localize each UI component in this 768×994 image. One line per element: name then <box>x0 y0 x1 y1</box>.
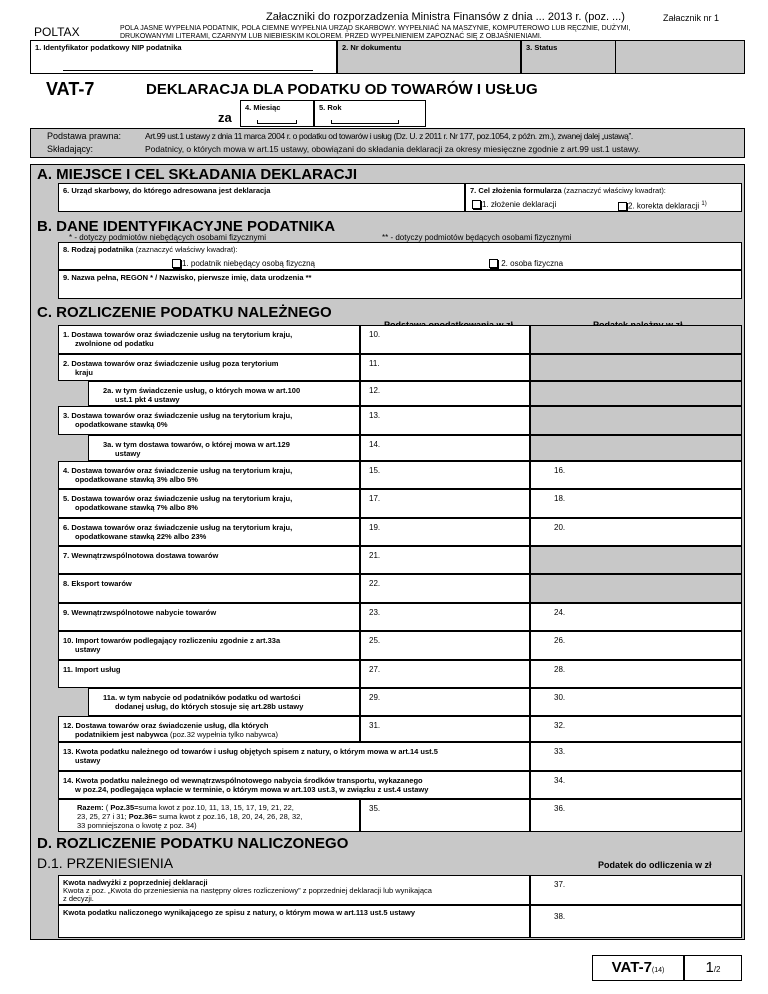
section-b-title: B. DANE IDENTYFIKACYJNE PODATNIKA <box>37 218 336 235</box>
field-17[interactable] <box>360 489 530 518</box>
field-20[interactable] <box>530 518 742 546</box>
option-non-natural-label: 1. podatnik niebędący osobą fizyczną <box>182 259 315 268</box>
row-desc-line-2 <box>75 503 198 512</box>
field-number: 24. <box>554 608 566 617</box>
field-number: 22. <box>369 579 381 588</box>
row-desc-line-1: 9. Wewnątrzwspólnotowe nabycie towarów <box>63 608 217 617</box>
row-desc <box>58 461 360 489</box>
status-field <box>521 40 616 74</box>
sum-desc <box>58 799 360 832</box>
checkbox-icon <box>172 259 181 268</box>
field-number: 29. <box>369 693 381 702</box>
option-non-natural[interactable] <box>172 259 315 268</box>
field-number: 18. <box>554 494 566 503</box>
footer-page-total: /2 <box>713 965 721 974</box>
option-natural[interactable] <box>489 259 563 268</box>
row-desc <box>88 688 360 716</box>
filers-label: Składający: <box>47 144 94 154</box>
footer-version: (14) <box>651 967 665 974</box>
row-desc <box>58 406 360 435</box>
taxpayer-type-label-text: 8. Rodzaj podatnika <box>63 245 134 254</box>
row-desc-line-2-text: opodatkowane stawką 22% albo 23% <box>75 532 207 541</box>
field-15[interactable] <box>360 461 530 489</box>
field-27[interactable] <box>360 660 530 688</box>
nip-label: 1. Identyfikator podatkowy NIP podatnika <box>35 43 182 52</box>
field-number: 17. <box>369 494 381 503</box>
field-number: 15. <box>369 466 381 475</box>
note-legal-entities: * - dotyczy podmiotów niebędących osobami fizycznymi <box>69 233 266 242</box>
footer-page-number: 1 <box>705 959 714 976</box>
row-desc <box>88 435 360 461</box>
row-desc-line-2-text: podatnikiem jest nabywca <box>75 730 168 739</box>
sum-line-2b: suma kwot z poz.16, 18, 20, 24, 26, 28, 32, <box>156 812 303 821</box>
taxpayer-type-field <box>58 242 742 270</box>
row-desc-note: (poz.32 wypełnia tylko nabywca) <box>167 730 279 739</box>
field-13[interactable] <box>360 406 530 435</box>
footnote-1: 1) <box>701 201 707 207</box>
doc-number-label: 2. Nr dokumentu <box>342 43 402 52</box>
year-label: 5. Rok <box>319 103 342 112</box>
row-desc-line-1: 3. Dostawa towarów oraz świadczenie usług na terytorium kraju, <box>63 411 293 420</box>
field-32[interactable] <box>530 716 742 742</box>
section-a-title: A. MIEJSCE I CEL SKŁADANIA DEKLARACJI <box>37 166 358 183</box>
sum-poz36: Poz.36= <box>128 812 157 821</box>
field-35-number: 35. <box>369 804 381 813</box>
option-submission-label: 1. złożenie deklaracji <box>482 200 557 209</box>
field-16[interactable] <box>530 461 742 489</box>
field-33[interactable] <box>530 742 742 771</box>
footer-code: VAT-7 <box>611 959 652 976</box>
za-label: za <box>218 110 232 125</box>
row-13-desc <box>58 742 530 771</box>
row-37-line-2: z decyzji. <box>63 894 94 903</box>
field-29[interactable] <box>360 688 530 716</box>
field-blank <box>530 325 742 354</box>
brand: POLTAX <box>34 25 80 39</box>
row-desc <box>58 716 360 742</box>
field-10[interactable] <box>360 325 530 354</box>
checkbox-icon <box>472 200 481 209</box>
field-28[interactable] <box>530 660 742 688</box>
field-number: 28. <box>554 665 566 674</box>
row-desc-line-2-text: ust.1 pkt 4 ustawy <box>115 395 180 404</box>
month-ticks <box>257 120 297 124</box>
section-d-title: D. ROZLICZENIE PODATKU NALICZONEGO <box>37 835 349 852</box>
purpose-label <box>470 186 666 195</box>
field-number: 11. <box>369 359 380 368</box>
purpose-label-text: 7. Cel złożenia formularza <box>470 186 562 195</box>
row-37-desc <box>58 875 530 905</box>
row-desc-line-2 <box>115 449 140 458</box>
row-desc <box>58 325 360 354</box>
filers-text: Podatnicy, o których mowa w art.15 ustawy, obowiązani do składania deklaracji za okresy miesięczne zgodnie z art.99 ust.1 ustawy. <box>145 144 641 154</box>
name-field[interactable] <box>58 270 742 299</box>
row-38-desc <box>58 905 530 938</box>
field-34-number: 34. <box>554 776 566 785</box>
row-desc-line-2 <box>75 645 100 654</box>
field-36-number: 36. <box>554 804 566 813</box>
field-blank <box>530 435 742 461</box>
field-blank <box>530 406 742 435</box>
row-desc-line-1: 10. Import towarów podlegający rozliczeniu zgodnie z art.33a <box>63 636 281 645</box>
section-d1-title: D.1. PRZENIESIENIA <box>37 855 174 871</box>
attachment-label: Załacznik nr 1 <box>663 13 720 23</box>
row-desc-line-1: 2. Dostawa towarów oraz świadczenie usług poza terytorium <box>63 359 279 368</box>
field-number: 13. <box>369 411 381 420</box>
field-35[interactable] <box>360 799 530 832</box>
sum-line-3: 33 pomniejszona o kwotę z poz. 34) <box>77 821 197 830</box>
row-desc-line-2-text: opodatkowane stawką 0% <box>75 420 168 429</box>
field-37[interactable] <box>530 875 742 905</box>
option-natural-label: 2. osoba fizyczna <box>501 259 564 268</box>
option-submission[interactable] <box>472 200 556 209</box>
row-desc-line-2 <box>75 339 154 348</box>
field-blank <box>530 546 742 574</box>
sum-paren: ( <box>103 803 111 812</box>
row-desc-line-2-text: ustawy <box>115 449 141 458</box>
field-number: 10. <box>369 330 381 339</box>
instruction-line-2: DRUKOWANYMI LITERAMI, CZARNYM LUB NIEBIESKIM KOLOREM. PRZED WYPEŁNIENIEM ZAPOZNAĆ SIĘ Z OBJAŚNIENIAMI. <box>120 33 542 40</box>
field-25[interactable] <box>360 631 530 660</box>
row-desc-line-1: 8. Eksport towarów <box>63 579 132 588</box>
row-desc-line-1: 4. Dostawa towarów oraz świadczenie usług na terytorium kraju, <box>63 466 293 475</box>
row-desc <box>58 660 360 688</box>
row-desc <box>88 381 360 406</box>
field-number: 12. <box>369 386 381 395</box>
basis-label: Podstawa prawna: <box>47 131 122 141</box>
sum-poz35-text: suma kwot z poz.10, 11, 13, 15, 17, 19, 21, 22, <box>138 803 294 812</box>
field-number: 14. <box>369 440 381 449</box>
month-field[interactable] <box>240 100 314 127</box>
sum-razem: Razem: <box>77 803 104 812</box>
checkbox-icon <box>618 202 627 211</box>
row-desc-line-1: 5. Dostawa towarów oraz świadczenie usług na terytorium kraju, <box>63 494 293 503</box>
option-correction-label: 2. korekta deklaracji <box>628 201 700 211</box>
nip-field[interactable] <box>30 40 337 74</box>
taxpayer-type-hint: (zaznaczyć właściwy kwadrat): <box>133 245 238 254</box>
row-38-title: Kwota podatku naliczonego wynikającego ze spisu z natury, o którym mowa w art.113 ust.5 ustawy <box>63 908 416 917</box>
note-natural-persons: ** - dotyczy podmiotów będących osobami fizycznymi <box>382 233 572 242</box>
form-code: VAT-7 <box>46 79 95 99</box>
sum-poz35: Poz.35= <box>110 803 139 812</box>
field-number: 32. <box>554 721 566 730</box>
field-number: 21. <box>369 551 381 560</box>
purpose-field <box>465 183 742 212</box>
row-desc-line-2 <box>115 395 180 404</box>
year-ticks <box>331 120 399 124</box>
sum-line-2 <box>77 812 302 821</box>
row-desc-line-2-text: ustawy <box>75 645 101 654</box>
field-number: 30. <box>554 693 566 702</box>
row-37-title: Kwota nadwyżki z poprzedniej deklaracji <box>63 878 208 887</box>
field-31[interactable] <box>360 716 530 742</box>
row-desc-line-2 <box>115 702 303 711</box>
field-30[interactable] <box>530 688 742 716</box>
field-number: 19. <box>369 523 381 532</box>
row-14-line-2: w poz.24, podlegająca wpłacie w terminie, o którym mowa w art.103 ust.3, w związku z ust.4 ustawy <box>75 785 429 794</box>
footer-form-code <box>592 955 684 981</box>
field-38[interactable] <box>530 905 742 938</box>
field-34[interactable] <box>530 771 742 799</box>
field-number: 26. <box>554 636 566 645</box>
row-desc <box>58 546 360 574</box>
row-desc-line-1: 1. Dostawa towarów oraz świadczenie usług na terytorium kraju, <box>63 330 293 339</box>
field-number: 20. <box>554 523 566 532</box>
field-blank <box>530 574 742 603</box>
field-33-number: 33. <box>554 747 566 756</box>
row-desc <box>58 518 360 546</box>
row-desc-line-2-text: zwolnione od podatku <box>75 339 154 348</box>
row-desc-line-2 <box>75 420 168 429</box>
field-number: 31. <box>369 721 381 730</box>
row-desc-line-2-text: dodanej usług, do których stosuje się art.28b ustawy <box>115 702 304 711</box>
row-desc-line-1: 11. Import usług <box>63 665 121 674</box>
field-19[interactable] <box>360 518 530 546</box>
year-field[interactable] <box>314 100 426 127</box>
row-desc-line-2 <box>75 730 278 739</box>
checkbox-icon <box>489 259 498 268</box>
tax-office-field[interactable] <box>58 183 465 212</box>
option-correction[interactable] <box>618 200 707 211</box>
month-label: 4. Miesiąc <box>245 103 281 112</box>
nip-ticks <box>63 67 313 71</box>
row-desc-line-2 <box>75 532 206 541</box>
row-desc-line-1: 12. Dostawa towarów oraz świadczenie usług, dla których <box>63 721 269 730</box>
field-23[interactable] <box>360 603 530 631</box>
row-desc <box>58 574 360 603</box>
purpose-hint: (zaznaczyć właściwy kwadrat): <box>561 186 666 195</box>
field-11[interactable] <box>360 354 530 381</box>
section-c-title: C. ROZLICZENIE PODATKU NALEŻNEGO <box>37 304 332 321</box>
row-14-desc <box>58 771 530 799</box>
row-desc-line-2 <box>75 475 198 484</box>
field-38-number: 38. <box>554 912 566 921</box>
row-desc-line-1: 6. Dostawa towarów oraz świadczenie usług na terytorium kraju, <box>63 523 293 532</box>
status-label: 3. Status <box>526 43 558 52</box>
field-37-number: 37. <box>554 880 566 889</box>
taxpayer-type-label <box>63 245 238 254</box>
field-14[interactable] <box>360 435 530 461</box>
column-deductible: Podatek do odliczenia w zł <box>598 860 712 870</box>
row-13-line-2: ustawy <box>75 756 101 765</box>
row-desc-line-1: 2a. w tym świadczenie usług, o których mowa w art.100 <box>103 386 301 395</box>
field-22[interactable] <box>360 574 530 603</box>
field-blank <box>530 354 742 381</box>
row-37-line-1: Kwota z poz. „Kwota do przeniesienia na następny okres rozliczeniowy” z poprzedniej deklaracji lub wynikająca <box>63 886 432 895</box>
field-number: 25. <box>369 636 381 645</box>
name-label: 9. Nazwa pełna, REGON * / Nazwisko, pierwsze imię, data urodzenia ** <box>63 273 312 282</box>
instruction-line-1: POLA JASNE WYPEŁNIA PODATNIK, POLA CIEMNE WYPEŁNIA URZĄD SKARBOWY. WYPEŁNIAĆ NA MASZYNIE, KOMPUTEROWO LUB RĘCZNIE, DUŻYMI, <box>120 25 631 32</box>
field-24[interactable] <box>530 603 742 631</box>
basis-text: Art.99 ust.1 ustawy z dnia 11 marca 2004 r. o podatku od towarów i usług (Dz. U. z 2011 r. Nr 177, poz.1054, z późn. zm.), zwanej dalej „ustawą”. <box>145 131 633 141</box>
sum-line-2a: 23, 25, 27 i 31; <box>77 812 129 821</box>
field-number: 16. <box>554 466 566 475</box>
row-14-line-1: 14. Kwota podatku należnego od wewnątrzwspólnotowego nabycia środków transportu, wykazanego <box>63 776 423 785</box>
tax-office-label: 6. Urząd skarbowy, do którego adresowana jest deklaracja <box>63 186 271 195</box>
footer-page <box>684 955 742 981</box>
field-number: 27. <box>369 665 381 674</box>
form-title: DEKLARACJA DLA PODATKU OD TOWARÓW I USŁUG <box>146 81 538 98</box>
field-26[interactable] <box>530 631 742 660</box>
row-desc-line-2-text: opodatkowane stawką 3% albo 5% <box>75 475 198 484</box>
sum-line-1 <box>77 803 294 812</box>
field-12[interactable] <box>360 381 530 406</box>
field-21[interactable] <box>360 546 530 574</box>
row-desc-line-2-text: kraju <box>75 368 93 377</box>
row-desc-line-1: 3a. w tym dostawa towarów, o której mowa w art.129 <box>103 440 290 449</box>
row-desc <box>58 354 360 381</box>
row-13-line-1: 13. Kwota podatku należnego od towarów i usług objętych spisem z natury, o którym mowa w art.14 ust.5 <box>63 747 438 756</box>
field-blank <box>530 381 742 406</box>
row-desc-line-1: 11a. w tym nabycie od podatników podatku od wartości <box>103 693 301 702</box>
row-desc <box>58 489 360 518</box>
row-desc-line-1: 7. Wewnątrzwspólnotowa dostawa towarów <box>63 551 219 560</box>
row-desc-line-2 <box>75 368 93 377</box>
field-36[interactable] <box>530 799 742 832</box>
row-desc-line-2-text: opodatkowane stawką 7% albo 8% <box>75 503 198 512</box>
field-18[interactable] <box>530 489 742 518</box>
row-desc <box>58 631 360 660</box>
row-desc <box>58 603 360 631</box>
field-number: 23. <box>369 608 381 617</box>
top-note: Załaczniki do rozporzadzenia Ministra Finansów z dnia ... 2013 r. (poz. ...) <box>266 11 625 23</box>
doc-number-field <box>337 40 521 74</box>
